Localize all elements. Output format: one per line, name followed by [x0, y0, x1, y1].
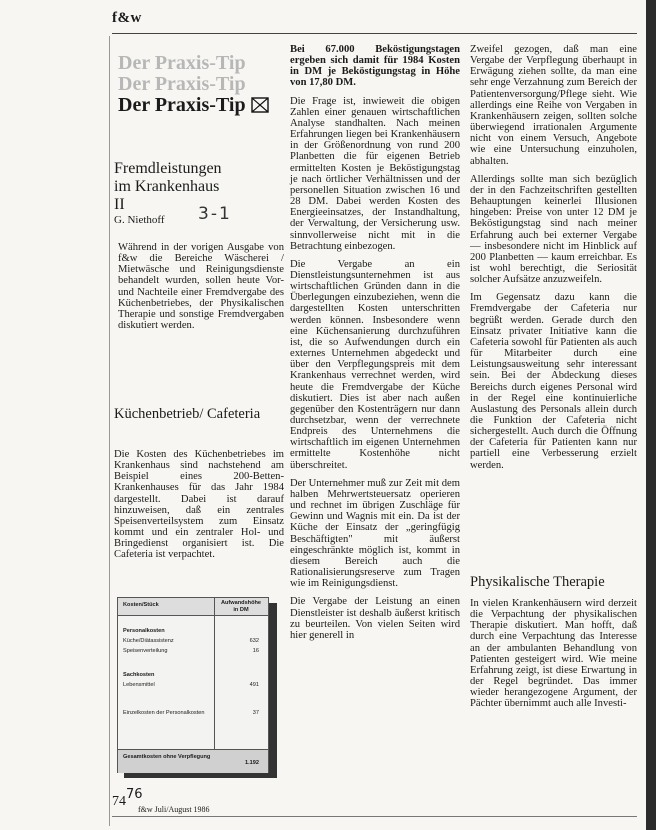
paragraph: Die Vergabe an ein Dienstleistungsunternehmen ist aus wirtschaftlichen Gründen dann in die Überlegungen einzubeziehen, wenn die dargestellten Kosten unterschritten werden können. Insbesondere wenn eine Küchensanierung durchzuführen ist, die so Aufwendungen durch ein externes Unternehmen abgedeckt und über den Verpflegungspreis mit dem Krankenhaus verrechnet werden, wird heute die Fremdvergabe der Küche diskutiert. Dies ist aber nach außen gegenüber den Kostenträgern nur dann durchsetzbar, wenn der verrechnete Endpreis des Unternehmens die wirtschaftlich im eigenen Unternehmen ermittelte Kostenhöhe nicht überschreitet. [290, 258, 460, 471]
handwritten-note: 3-1 [198, 204, 232, 224]
footer-rule [112, 816, 637, 817]
author-name: G. Niethoff [114, 214, 165, 226]
article-column-3 [470, 44, 637, 478]
series-faded-title: Der Praxis-Tip [118, 52, 246, 74]
table-cell-value: 37 [252, 710, 259, 716]
table-cell-label: Speisenverteilung [123, 648, 168, 654]
paragraph: Bei 67.000 Beköstigungstagen ergeben sich damit für 1984 Kosten in DM je Beköstigungstag in Höhe von 17,80 DM. [290, 44, 460, 89]
header-rule [112, 33, 637, 34]
table-cell-label: Einzelkosten der Personalkosten [123, 710, 205, 716]
table-cell-value: 16 [252, 648, 259, 654]
paragraph: Zweifel gezogen, daß man eine Vergabe der Verpflegung überhaupt in Erwägung ziehen sollte, da man eine sehr enge Verzahnung zum Bereich der Patientenversorgung/Pflege sieht. Wie allerdings eine Reihe von Vergaben in Krankenhäusern zeigen, sollten solche überwiegend irrationalen Argumente nicht von einem Versuch, Angebote wie eine Untersuchung einzuholen, abhalten. [470, 44, 637, 167]
article-intro: Während in der vorigen Ausgabe von f&w die Bereiche Wäscherei / Mietwäsche und Reinigungsdienste behandelt wurden, sollen heute Vor- und Nachteile einer Fremdvergabe des Küchenbetriebes, der Physikalischen Therapie und sonstige Fremdvergaben diskutiert werden. [118, 242, 284, 332]
column-divider [109, 36, 110, 826]
article-title-line: im Krankenhaus [114, 178, 220, 195]
table-header [118, 598, 268, 616]
table-cell-label: Sachkosten [123, 672, 155, 678]
table-cell-label: Personalkosten [123, 628, 165, 634]
table-cell-value: 632 [249, 638, 259, 644]
page-number: 74 [112, 794, 126, 809]
table-row [123, 710, 263, 717]
magazine-logo: f&w [112, 10, 142, 26]
table-total-label: Gesamtkosten ohne Verpflegung [123, 754, 211, 760]
series-faded-title: Der Praxis-Tip [118, 73, 246, 95]
article-column-2 [290, 44, 460, 648]
table-cell-label: Lebensmittel [123, 682, 155, 688]
table-row [123, 672, 263, 679]
section-heading-kitchen: Küchenbetrieb/ Cafeteria [114, 406, 261, 422]
article-title-line: II [114, 196, 125, 213]
handwritten-page-number: 76 [126, 787, 143, 802]
table-row [123, 682, 263, 689]
issue-footer: f&w Juli/August 1986 [138, 805, 210, 814]
paragraph: Der Unternehmer muß zur Zeit mit dem halben Mehrwertsteuersatz operieren und rechnet im übrigen Zuschläge für Gewinn und Wagnis mit ein. Da ist der Küche der Einsatz der „geringfügig Beschäftigten" mit äußerst eingeschränkte möglich ist, kommt in diesem Bereich auch die Rationalisierungsreserve zum Tragen wie im Reinigungsdienst. [290, 477, 460, 590]
series-heading [118, 53, 280, 116]
section-heading-physio: Physikalische Therapie [470, 574, 605, 590]
table-row [123, 648, 263, 655]
paragraph: Im Gegensatz dazu kann die Fremdvergabe der Cafeteria nur begrüßt werden. Gerade durch den Einsatz privater Initiative kann die Cafeteria sowohl für Patienten als auch für Mitarbeiter durch eine Leistungsausweitung sehr interessant sein. Bei der Abdeckung dieses Bereichs durch eigenes Personal wird in der Regel eine kontinuierliche Auslastung des Personals allein durch die Funktion der Cafeteria nicht sichergestellt. Auch durch die Öffnung der Cafeteria für Patienten kann nur partiell eine Verbesserung erzielt werden. [470, 292, 637, 471]
table-row [123, 628, 263, 635]
article-title-line: Fremdleistungen [114, 160, 222, 177]
paragraph: Die Vergabe der Leistung an einen Dienstleister ist deshalb äußerst kritisch zu beurteilen. Von vielen Seiten wird hier generell in [290, 596, 460, 641]
scan-edge-shadow [646, 0, 656, 830]
series-current-title [118, 95, 280, 116]
paragraph: Die Frage ist, inwieweit die obigen Zahlen einer genauen wirtschaftlichen Analyse standhalten. Nach meinen Erfahrungen liegen bei Krankenhäusern in der Größenordnung von rund 200 Planbetten die für eigenen Betrieb ermittelten Kosten je Beköstigungstag je nach örtlicher Verhältnissen und der personellen Situation zwischen 16 und 28 DM. Dabei werden Kosten des Energieeinsatzes, der Instandhaltung, der Verwaltung, der Versicherung usw. sinnvollerweise nicht mit in die Betrachtung einbezogen. [290, 95, 460, 252]
envelope-icon [251, 97, 269, 113]
physio-paragraph: In vielen Krankenhäusern wird derzeit die Verpachtung der physikalischen Therapie diskutiert. Man hofft, daß durch eine Verpachtung das Interesse an der ambulanten Behandlung von Patienten gesteigert wird. Wie meine Erfahrung zeigt, ist diese Erwartung in der Regel begründet. Das immer wieder herangezogene Argument, der Pächter übernimmt auch alle Investi- [470, 598, 637, 710]
table-header-cell: Aufwandshöhe in DM [220, 600, 262, 613]
series-title-text: Der Praxis-Tip [118, 94, 246, 116]
table-total-row [118, 749, 268, 773]
kitchen-paragraph: Die Kosten des Küchenbetriebes im Krankenhaus sind nachstehend am Beispiel eines 200-Betten-Krankenhauses für das Jahr 1984 dargestellt. Dabei ist darauf hinzuweisen, daß ein zentrales Speisenverteilsystem zum Einsatz kommt und ein zentraler Hol- und Bringedienst organisiert ist. Die Cafeteria ist verpachtet. [114, 449, 284, 561]
cost-table [117, 597, 269, 773]
table-row [123, 638, 263, 645]
paragraph: Allerdings sollte man sich bezüglich der in den Fachzeitschriften gestellten Behauptungen keinerlei Illusionen hingeben: Preise von unter 12 DM je Beköstigungstag sind nach meiner Erfahrung auch bei externer Vergabe — insbesondere nicht im Hinblick auf 200 Planbetten — kaum erreichbar. Es ist wohl berechtigt, die Seriosität solcher Aufsätze anzuzweifeln. [470, 173, 637, 286]
table-header-cell: Kosten/Stück [123, 602, 159, 608]
table-cell-value: 491 [249, 682, 259, 688]
table-total-value: 1.192 [245, 760, 259, 766]
table-cell-label: Küche/Diätassistenz [123, 638, 174, 644]
